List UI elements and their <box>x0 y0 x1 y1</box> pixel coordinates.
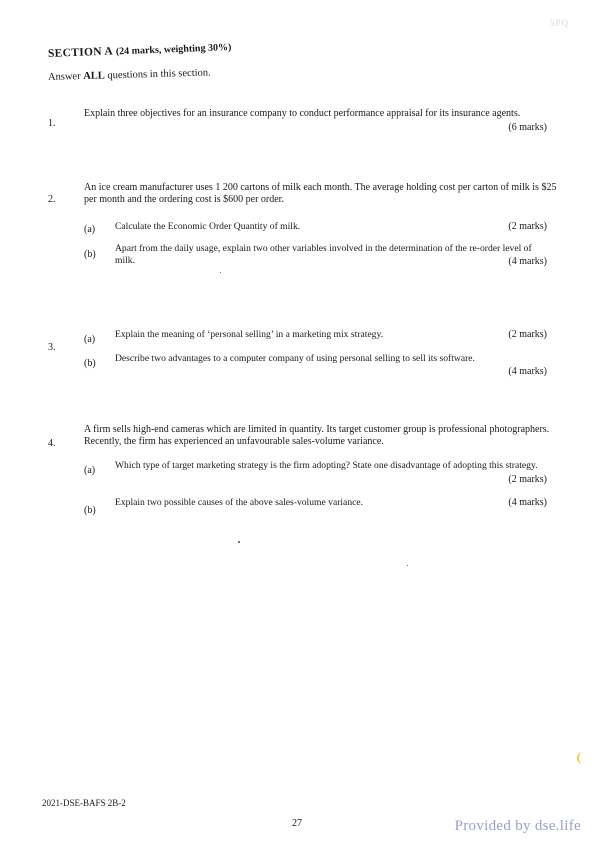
question-marks: (6 marks) <box>508 122 547 133</box>
question-number: 3. <box>48 342 56 353</box>
part-label: (b) <box>84 249 96 260</box>
part-text: Which type of target marketing strategy is the firm adopting? State one disadvantage of adopting this strategy. <box>115 460 538 471</box>
part-label: (a) <box>84 334 96 345</box>
part-marks: (2 marks) <box>508 329 547 340</box>
instruction-post: questions in this section. <box>107 67 211 82</box>
question-number: 4. <box>48 438 56 449</box>
part-label: (a) <box>84 465 96 476</box>
highlighter-mark <box>577 752 585 764</box>
section-instruction <box>48 67 211 83</box>
part-text: Apart from the daily usage, explain two other variables involved in the determination of the re-order level of milk. <box>115 243 532 266</box>
instruction-pre: Answer <box>47 71 81 83</box>
scan-speck <box>220 272 221 273</box>
question-text: Explain three objectives for an insurance company to conduct performance appraisal for its insurance agents. <box>84 108 521 119</box>
scan-speck <box>407 565 408 566</box>
part-text: Explain two possible causes of the above sales-volume variance. <box>115 497 364 508</box>
part-marks: (2 marks) <box>508 221 547 232</box>
section-marks: (24 marks, weighting 30%) <box>115 41 232 58</box>
instruction-bold: ALL <box>83 70 106 83</box>
part-marks: (4 marks) <box>508 366 547 377</box>
question-text: An ice cream manufacturer uses 1 200 cartons of milk each month. The average holding cost per carton of milk is $25 per month and the ordering cost is $600 per order. <box>84 182 557 205</box>
part-marks: (4 marks) <box>508 497 547 508</box>
part-text: Describe two advantages to a computer company of using personal selling to sell its software. <box>115 353 475 364</box>
watermark: Provided by dse.life <box>454 818 581 834</box>
section-label: SECTION A <box>47 45 114 60</box>
part-text: Explain the meaning of ‘personal selling’ in a marketing mix strategy. <box>115 329 384 340</box>
part-label: (a) <box>84 224 96 235</box>
section-title <box>48 41 232 60</box>
paper-code: 2021-DSE-BAFS 2B-2 <box>42 798 126 808</box>
part-marks: (4 marks) <box>508 256 547 267</box>
question-number: 1. <box>48 118 56 129</box>
part-text: Calculate the Economic Order Quantity of milk. <box>115 221 301 232</box>
question-text: A firm sells high-end cameras which are limited in quantity. Its target customer group is professional photographers. Recently, the firm has experienced an unfavourable sales-volume variance. <box>84 424 550 447</box>
part-marks: (2 marks) <box>508 474 547 485</box>
scan-speck <box>238 541 240 543</box>
part-label: (b) <box>84 505 96 516</box>
page-number: 27 <box>292 818 302 829</box>
question-number: 2. <box>48 194 56 205</box>
part-label: (b) <box>84 358 96 369</box>
corner-mark: 5PQ <box>549 18 569 28</box>
